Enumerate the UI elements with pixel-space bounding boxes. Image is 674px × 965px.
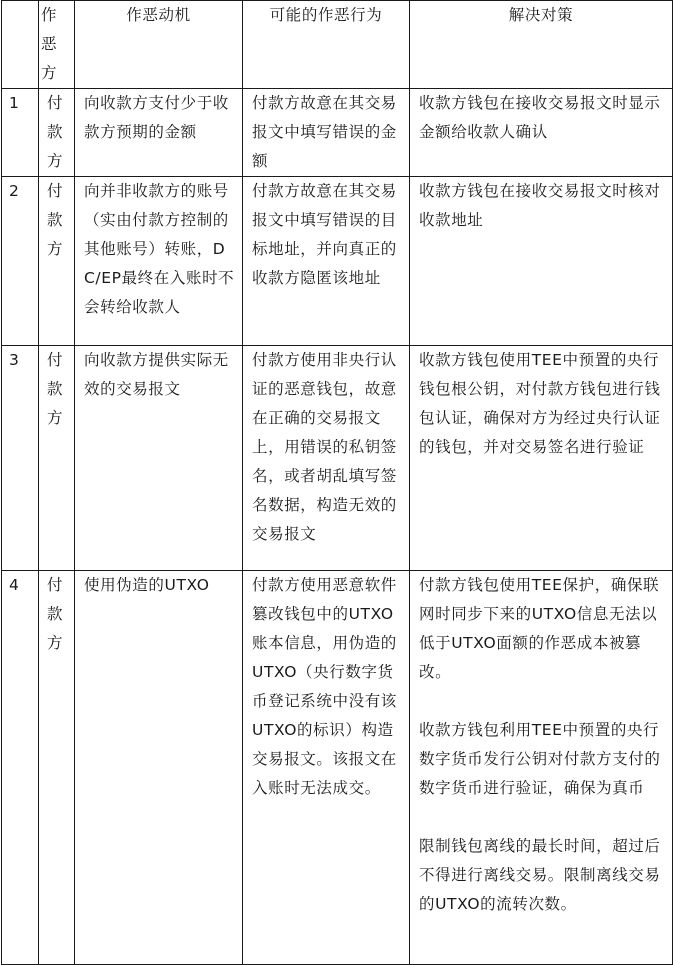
table-row (2, 89, 673, 177)
row-countermeasure (410, 346, 673, 571)
header-motive: 作恶动机 (75, 1, 243, 89)
countermeasure-paragraph: 收款方钱包在接收交易报文时核对收款地址 (419, 182, 661, 229)
row-party: 付款方 (39, 346, 75, 571)
row-countermeasure (410, 177, 673, 346)
row-behavior: 付款方使用非央行认证的恶意钱包，故意在正确的交易报文上，用错误的私钥签名，或者胡乱填写签名数据，构造无效的交易报文 (243, 346, 410, 571)
table-row (2, 177, 673, 346)
row-party: 付款方 (39, 89, 75, 177)
countermeasure-paragraph: 限制钱包离线的最长时间，超过后不得进行离线交易。限制离线交易的UTXO的流转次数。 (419, 837, 661, 913)
header-party: 作恶方 (39, 1, 75, 89)
countermeasure-paragraph: 收款方钱包在接收交易报文时显示金额给收款人确认 (419, 94, 661, 141)
row-party: 付款方 (39, 571, 75, 965)
row-motive: 使用伪造的UTXO (75, 571, 243, 965)
row-number: 1 (2, 89, 39, 177)
countermeasure-paragraph: 付款方钱包使用TEE保护，确保联网时同步下来的UTXO信息无法以低于UTXO面额的作恶成本被篡改。 (419, 576, 660, 681)
row-number: 3 (2, 346, 39, 571)
row-motive: 向并非收款方的账号（实由付款方控制的其他账号）转账，DC/EP最终在入账时不会转给收款人 (75, 177, 243, 346)
threat-table (1, 0, 673, 965)
row-motive: 向收款方支付少于收款方预期的金额 (75, 89, 243, 177)
header-behavior: 可能的作恶行为 (243, 1, 410, 89)
row-party: 付款方 (39, 177, 75, 346)
row-countermeasure (410, 89, 673, 177)
table-row (2, 346, 673, 571)
table-row (2, 571, 673, 965)
countermeasure-paragraph: 收款方钱包利用TEE中预置的央行数字货币发行公钥对付款方支付的数字货币进行验证，确保为真币 (419, 721, 661, 797)
row-motive: 向收款方提供实际无效的交易报文 (75, 346, 243, 571)
row-number: 4 (2, 571, 39, 965)
row-countermeasure (410, 571, 673, 965)
header-num (2, 1, 39, 89)
header-row (2, 1, 673, 89)
header-countermeasure: 解决对策 (410, 1, 673, 89)
row-behavior: 付款方使用恶意软件篡改钱包中的UTXO账本信息，用伪造的UTXO（央行数字货币登记系统中没有该UTXO的标识）构造交易报文。该报文在入账时无法成交。 (243, 571, 410, 965)
row-behavior: 付款方故意在其交易报文中填写错误的金额 (243, 89, 410, 177)
row-number: 2 (2, 177, 39, 346)
countermeasure-paragraph: 收款方钱包使用TEE中预置的央行钱包根公钥，对付款方钱包进行钱包认证，确保对方为经过央行认证的钱包，并对交易签名进行验证 (419, 351, 661, 456)
row-behavior: 付款方故意在其交易报文中填写错误的目标地址，并向真正的收款方隐匿该地址 (243, 177, 410, 346)
